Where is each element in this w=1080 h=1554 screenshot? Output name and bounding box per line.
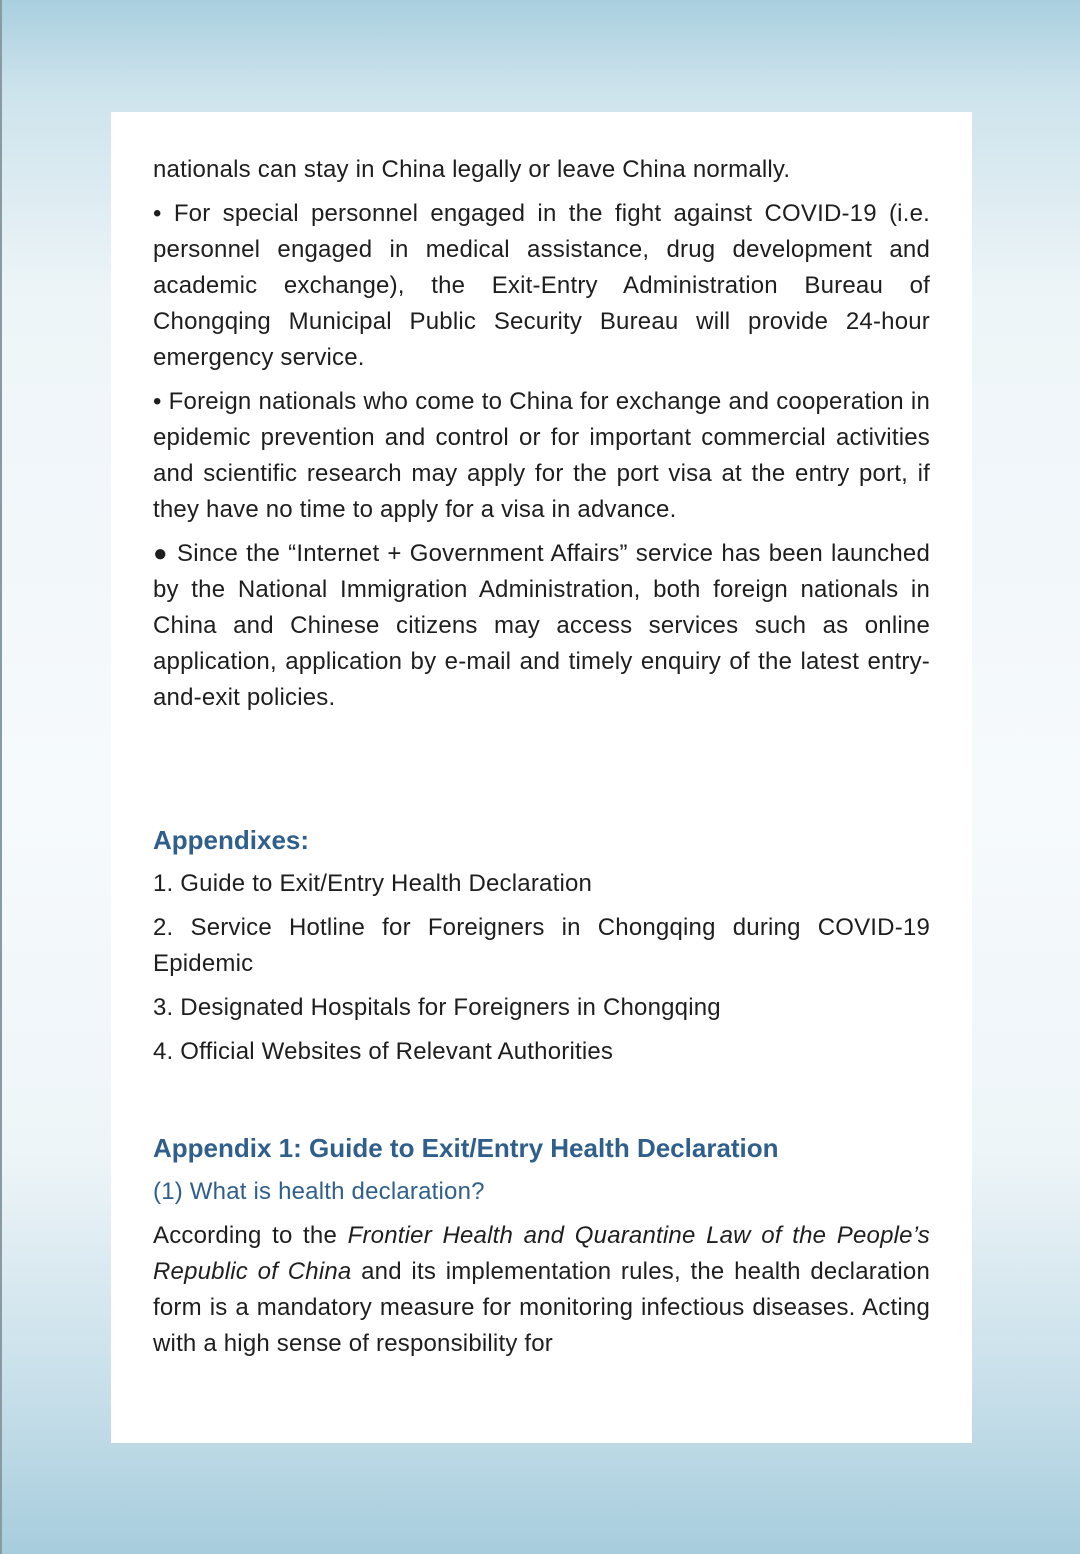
section-spacer (153, 724, 930, 822)
law-title: Frontier Health and Quarantine Law of the People’s Republic of China (153, 1222, 931, 1285)
appendixes-heading: Appendixes: (153, 825, 310, 855)
section-spacer (153, 1078, 930, 1130)
page-edge-line (0, 0, 2, 1554)
bullet-special-personnel: • For special personnel engaged in the fight against COVID-19 (i.e. personnel engaged in medical assistance, drug development and academic exchange), the Exit-Entry Administration Bureau of Chongqing Municipal Public Security Bureau will provide 24-hour emergency service. (153, 200, 930, 371)
appendix-list-item-1: 1. Guide to Exit/Entry Health Declaration (153, 870, 593, 897)
intro-line: nationals can stay in China legally or leave China normally. (153, 156, 791, 183)
paragraph-prefix: According to the (153, 1222, 348, 1249)
appendix-list-item-3: 3. Designated Hospitals for Foreigners in Chongqing (153, 994, 721, 1021)
appendix1-subheading: (1) What is health declaration? (153, 1178, 485, 1205)
bullet-port-visa: • Foreign nationals who come to China for exchange and cooperation in epidemic prevention and control or for important commercial activities and scientific research may apply for the port visa at the entry port, if they have no time to apply for a visa in advance. (153, 388, 930, 523)
appendix-list-item-4: 4. Official Websites of Relevant Authorities (153, 1038, 614, 1065)
health-declaration-paragraph (153, 1218, 930, 1362)
appendix-list-item-2: 2. Service Hotline for Foreigners in Chongqing during COVID-19 Epidemic (153, 914, 930, 977)
document-page (111, 112, 972, 1443)
paragraph-rest: and its implementation rules, the health declaration form is a mandatory measure for monitoring infectious diseases. Acting with a high sense of responsibility for (153, 1258, 930, 1357)
appendix1-heading: Appendix 1: Guide to Exit/Entry Health Declaration (153, 1133, 779, 1163)
bullet-internet-government: ● Since the “Internet + Government Affairs” service has been launched by the National Immigration Administration, both foreign nationals in China and Chinese citizens may access services such as online application, application by e-mail and timely enquiry of the latest entry-and-exit policies. (153, 540, 930, 711)
